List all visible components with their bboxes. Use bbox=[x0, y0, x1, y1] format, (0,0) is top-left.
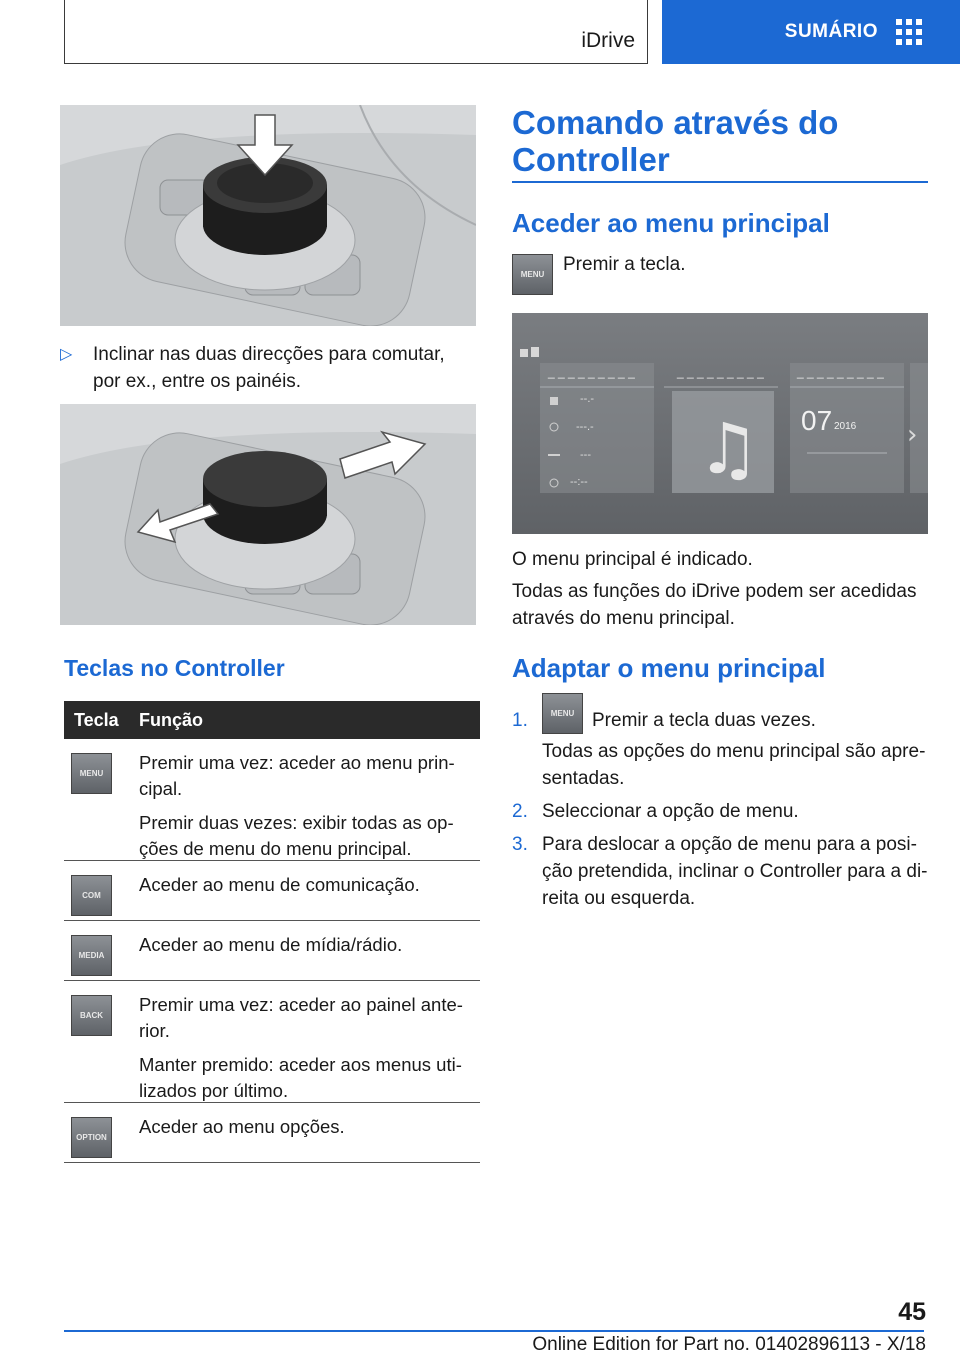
svg-text:♫: ♫ bbox=[697, 408, 760, 490]
table-row bbox=[64, 739, 480, 861]
title-rule bbox=[512, 181, 928, 183]
page-number: 45 bbox=[898, 1298, 926, 1326]
steps-list bbox=[512, 707, 928, 918]
date-day: 07 bbox=[801, 405, 833, 436]
step-text: Seleccionar a opção de menu. bbox=[542, 801, 799, 822]
row-text: Premir duas vezes: exibir todas as op‐ções de menu do menu principal. bbox=[139, 812, 454, 859]
bullet-triangle-icon: ▷ bbox=[60, 346, 73, 363]
tile-header: _ _ _ _ _ _ _ _ _ bbox=[797, 365, 884, 379]
summary-button[interactable] bbox=[662, 0, 960, 64]
tile-value: --- bbox=[580, 449, 591, 461]
grid-menu-icon bbox=[896, 19, 922, 45]
footer-rule bbox=[64, 1330, 924, 1332]
menu-key-icon: MENU bbox=[542, 693, 583, 734]
step-text: Para deslocar a opção de menu para a posi‐ção pretendida, inclinar o Controller para a di‐reita ou esquerda. bbox=[542, 834, 928, 909]
tile-header: _ _ _ _ _ _ _ _ _ bbox=[677, 365, 764, 379]
section-title: iDrive bbox=[581, 29, 635, 52]
table-row bbox=[64, 981, 480, 1103]
table-row bbox=[64, 1103, 480, 1163]
step-number: 3. bbox=[512, 834, 528, 855]
tile-value: ---.- bbox=[576, 421, 594, 433]
tile-header: _ _ _ _ _ _ _ _ _ bbox=[548, 365, 635, 379]
paragraph: Todas as funções do iDrive podem ser acedidas através do menu principal. bbox=[512, 581, 917, 629]
main-title: Comando através do Controller bbox=[512, 104, 839, 178]
com-key-icon: COM bbox=[71, 875, 112, 916]
option-key-icon: OPTION bbox=[71, 1117, 112, 1158]
row-text: Aceder ao menu opções. bbox=[139, 1116, 345, 1137]
tile-value: --:-- bbox=[570, 476, 588, 488]
idrive-main-menu-screenshot bbox=[512, 313, 928, 534]
date-year: 2016 bbox=[834, 421, 857, 432]
column-header: Função bbox=[139, 710, 204, 730]
controller-tilt-illustration bbox=[60, 404, 476, 625]
step-subtext: Todas as opções do menu principal são apre‐sentadas. bbox=[542, 741, 926, 789]
table-header bbox=[64, 701, 480, 739]
table-row bbox=[64, 861, 480, 921]
row-text: Aceder ao menu de comunicação. bbox=[139, 874, 420, 895]
media-key-icon: MEDIA bbox=[71, 935, 112, 976]
keys-section-title: Teclas no Controller bbox=[64, 655, 285, 681]
row-text: Aceder ao menu de mídia/rádio. bbox=[139, 934, 403, 955]
column-header: Tecla bbox=[74, 710, 119, 730]
menu-key-icon: MENU bbox=[71, 753, 112, 794]
list-item bbox=[512, 798, 928, 825]
step-number: 1. bbox=[512, 710, 528, 731]
step-number: 2. bbox=[512, 801, 528, 822]
list-item bbox=[512, 831, 928, 912]
access-text: Premir a tecla. bbox=[563, 254, 686, 275]
adapt-menu-title: Adaptar o menu principal bbox=[512, 653, 826, 683]
row-text: Premir uma vez: aceder ao painel ante‐rior. bbox=[139, 994, 463, 1041]
row-text: Manter premido: aceder aos menus uti‐lizados por último. bbox=[139, 1054, 462, 1101]
controller-push-illustration bbox=[60, 105, 476, 326]
row-text: Premir uma vez: aceder ao menu prin‐cipal. bbox=[139, 752, 455, 799]
back-key-icon: BACK bbox=[71, 995, 112, 1036]
keys-table bbox=[64, 701, 480, 1163]
step-text: Premir a tecla duas vezes. bbox=[592, 710, 816, 731]
tile-value: --.- bbox=[580, 393, 595, 405]
menu-key-icon: MENU bbox=[512, 254, 553, 295]
footer-edition: Online Edition for Part no. 01402896113 - X/18 bbox=[532, 1334, 926, 1355]
access-menu-title: Aceder ao menu principal bbox=[512, 208, 830, 238]
summary-button-label: SUMÁRIO bbox=[784, 21, 878, 42]
header-box bbox=[64, 0, 648, 64]
paragraph: O menu principal é indicado. bbox=[512, 549, 753, 570]
svg-text:›: › bbox=[907, 420, 918, 450]
table-row bbox=[64, 921, 480, 981]
list-item bbox=[512, 707, 928, 792]
illustration-caption: ▷ Inclinar nas duas direcções para comutar, por ex., entre os painéis. bbox=[93, 341, 473, 395]
